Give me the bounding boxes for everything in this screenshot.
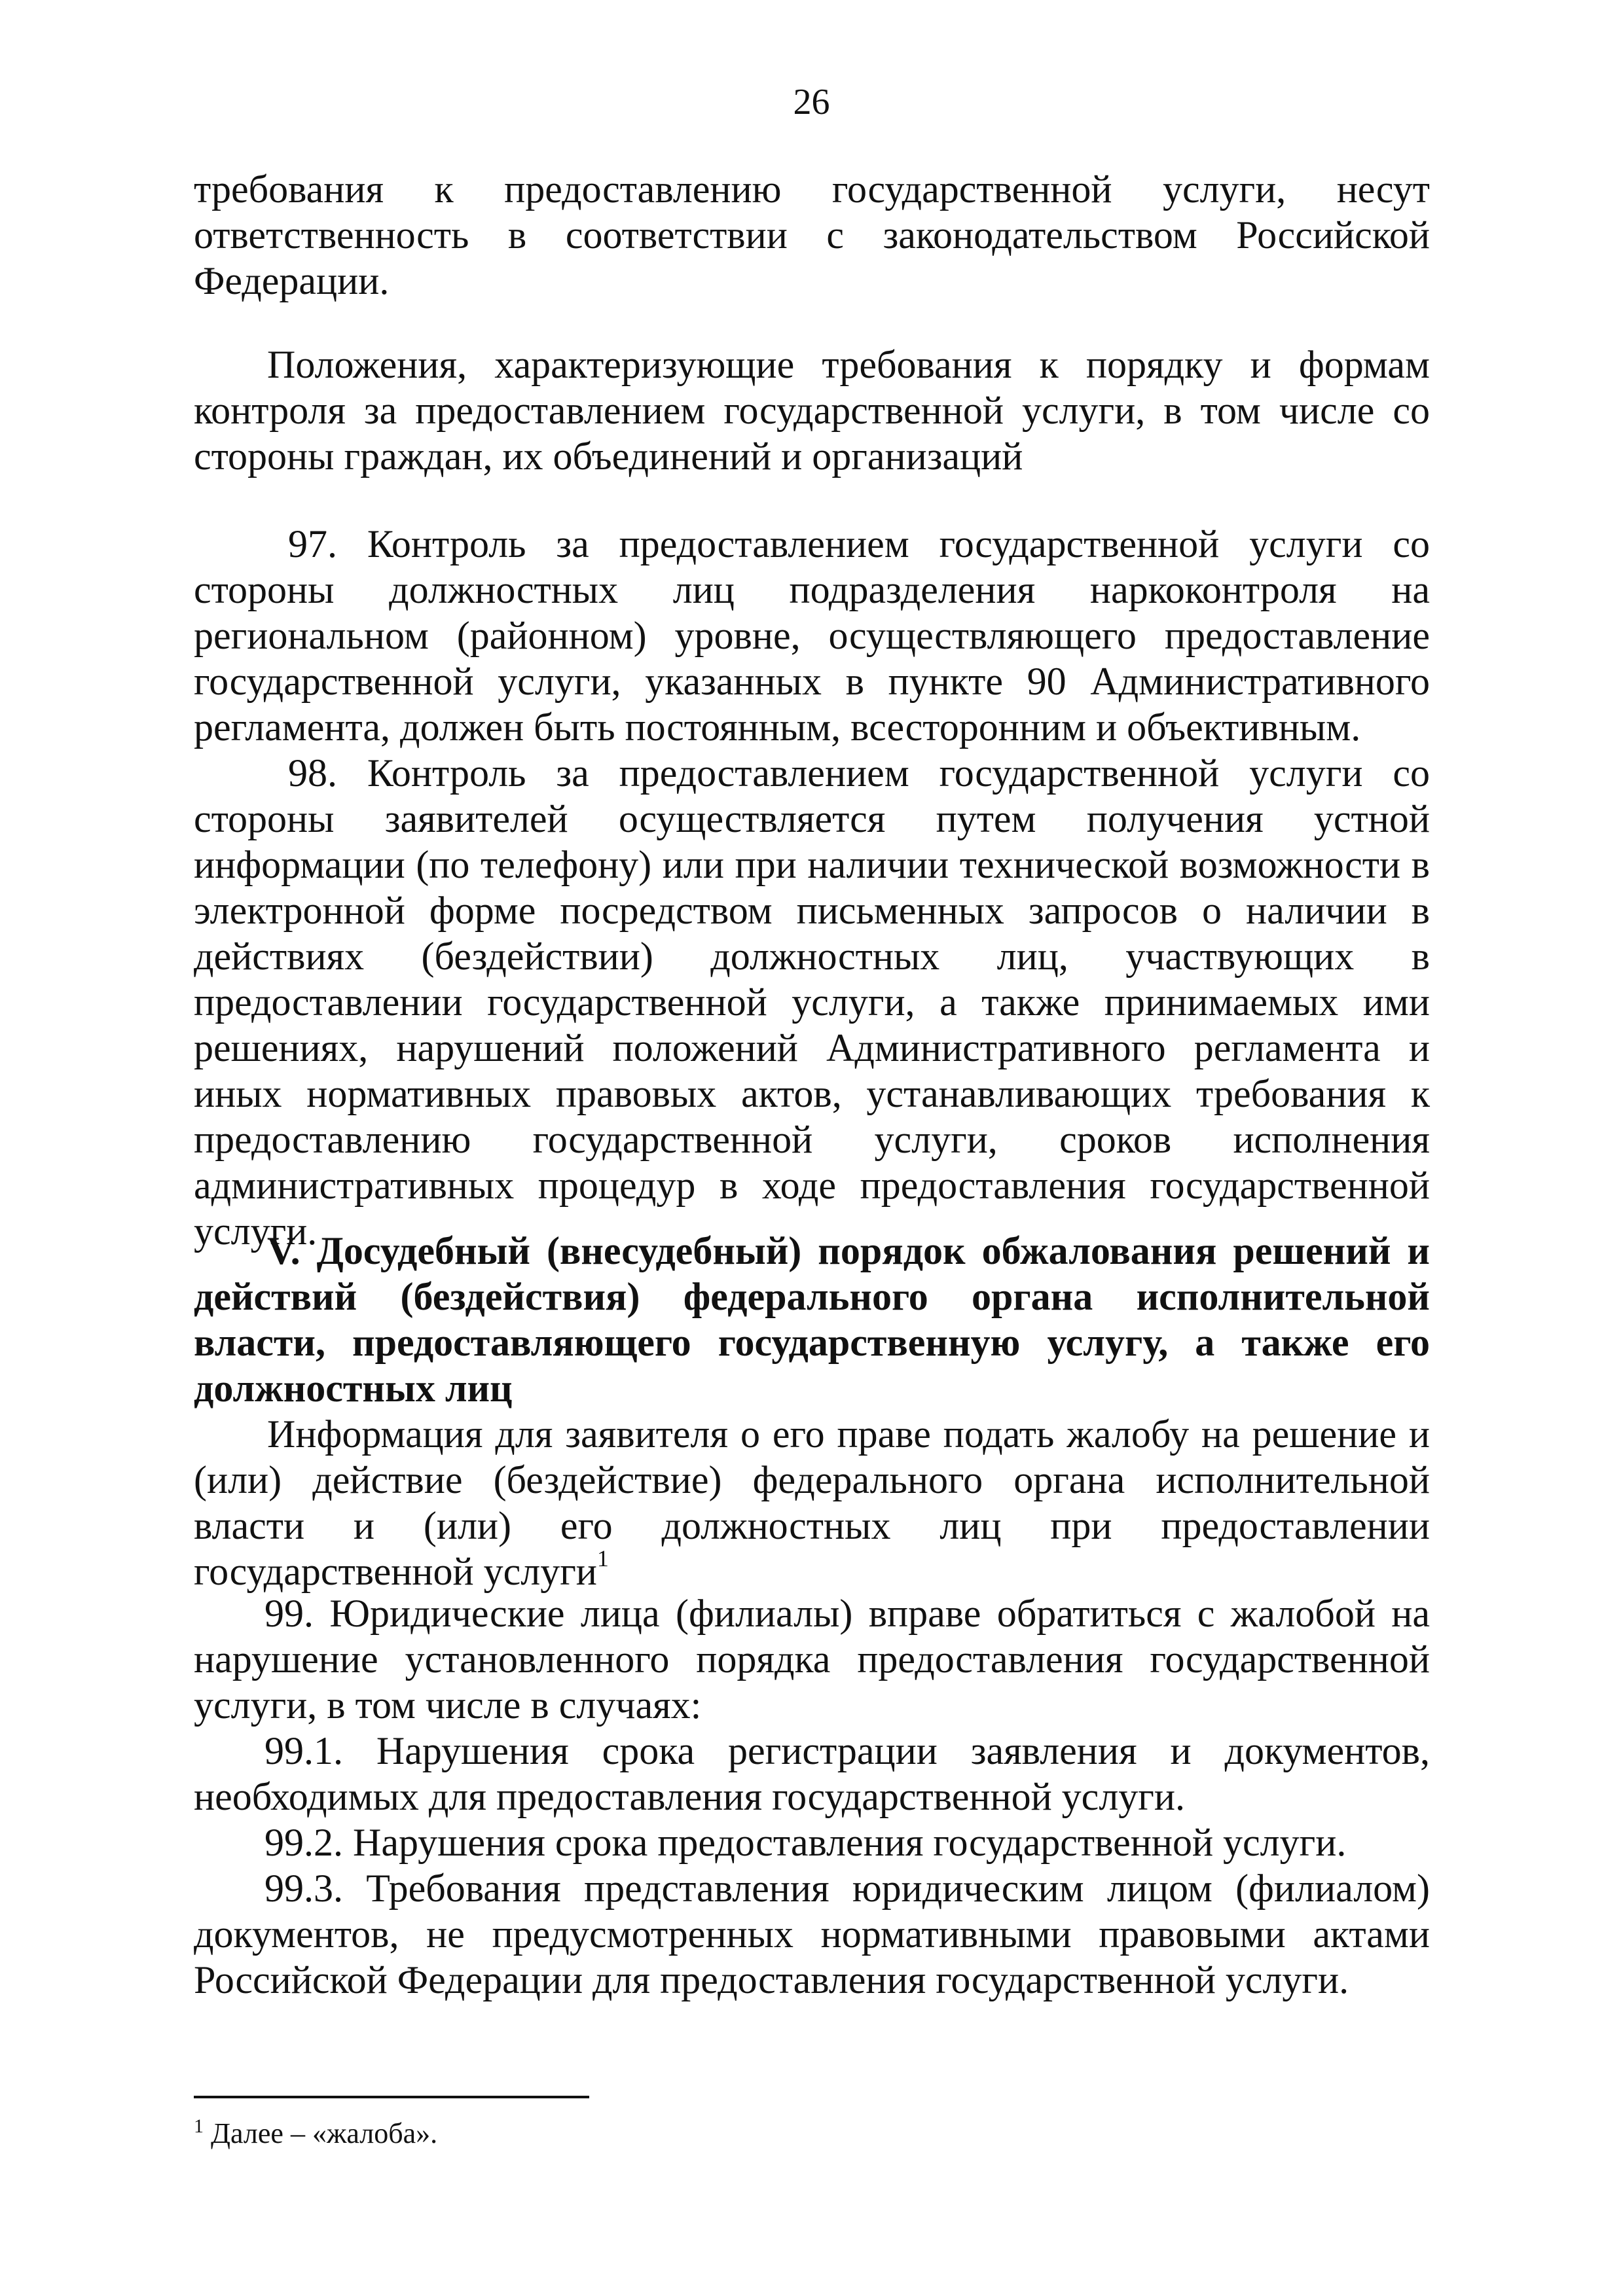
control-heading-block (194, 342, 1430, 479)
footnote-text: Далее – «жалоба». (211, 2117, 438, 2149)
control-items-block (194, 521, 1430, 1254)
complaint-items-block (194, 1590, 1430, 2003)
section-v-heading-block (194, 1228, 1430, 1411)
footnote-marker: 1 (194, 2115, 204, 2137)
paragraph-99-3: 99.3. Требования представления юридическим лицом (филиалом) документов, не предусмотренных нормативными правовыми актами Российской Федерации для предоставления государственной услуги. (194, 1867, 1430, 2001)
paragraph-99: 99. Юридические лица (филиалы) вправе обратиться с жалобой на нарушение установленного порядка предоставления государственной услуги, в том числе в случаях: (194, 1592, 1430, 1727)
footnote-divider (194, 2096, 589, 2098)
paragraph-99-1: 99.1. Нарушения срока регистрации заявления и документов, необходимых для предоставления государственной услуги. (194, 1729, 1430, 1818)
footnote-ref: 1 (596, 1545, 609, 1571)
info-heading (194, 1411, 1430, 1594)
info-heading-text: Информация для заявителя о его праве подать жалобу на решение и (или) действие (бездействие) федерального органа исполнительной власти и (или) его должностных лиц при предоставлении государственной услуги (194, 1412, 1430, 1593)
continuation-paragraph: требования к предоставлению государственной услуги, несут ответственность в соответствии с законодательством Российской Федерации. (194, 168, 1430, 302)
paragraph-98: 98. Контроль за предоставлением государственной услуги со стороны заявителей осуществляется путем получения устной информации (по телефону) или при наличии технической возможности в электронной форме посредством письменных запросов о наличии в действиях (бездействии) должностных лиц, участвующих в предоставлении государственной услуги, а также принимаемых ими решениях, нарушений положений Административного регламента и иных нормативных правовых актов, устанавливающих требования к предоставлению государственной услуги, сроков исполнения административных процедур в ходе предоставления государственной услуги. (194, 751, 1430, 1253)
control-heading: Положения, характеризующие требования к порядку и формам контроля за предоставлением государственной услуги, в том числе со стороны граждан, их объединений и организаций (194, 343, 1430, 478)
paragraph-97: 97. Контроль за предоставлением государственной услуги со стороны должностных лиц подразделения наркоконтроля на региональном (районном) уровне, осуществляющего предоставление государственной услуги, указанных в пункте 90 Административного регламента, должен быть постоянным, всесторонним и объективным. (194, 522, 1430, 749)
paragraph-99-2: 99.2. Нарушения срока предоставления государственной услуги. (264, 1821, 1347, 1864)
footnote (194, 2115, 437, 2152)
continuation-block (194, 166, 1430, 304)
info-heading-block (194, 1411, 1430, 1594)
page-number: 26 (793, 82, 830, 122)
section-v-heading: V. Досудебный (внесудебный) порядок обжалования решений и действий (бездействия) федерального органа исполнительной власти, предоставляющего государственную услугу, а также его должностных лиц (194, 1229, 1430, 1410)
